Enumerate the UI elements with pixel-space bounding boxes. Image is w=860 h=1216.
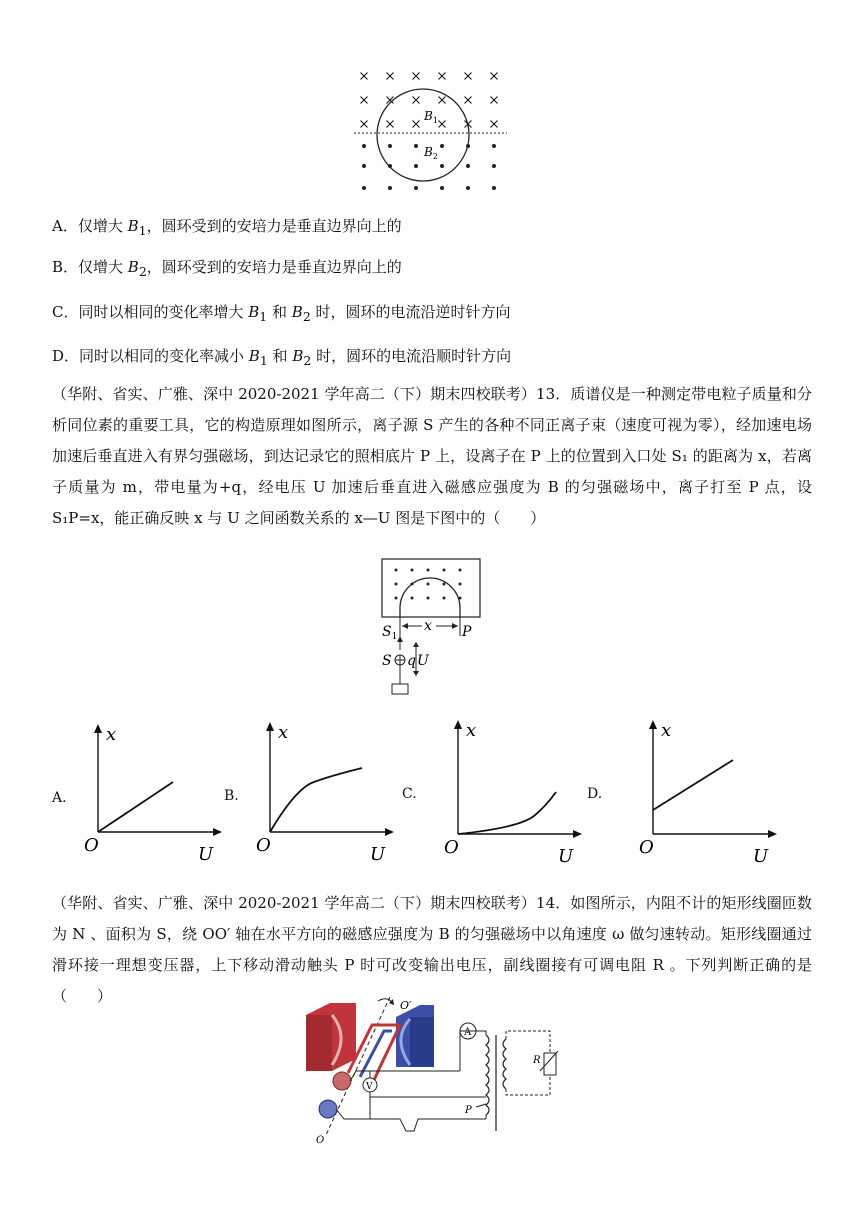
field-dots [395,569,462,600]
x-u-graph [408,716,598,871]
dot-mark [440,144,444,148]
dot-mark [414,186,418,190]
x-u-curve [98,782,173,832]
x-u-graph [230,718,420,873]
dot-mark [362,164,366,168]
conducting-ring [377,89,469,181]
q-label: q [407,653,416,669]
axis-label-u: U [753,846,769,867]
x-label: x [424,618,432,634]
dot-mark [443,597,446,600]
dot-mark [388,186,392,190]
origin-label: O [444,837,459,858]
o-prime-label: O′ [400,999,412,1012]
dot-mark [492,144,496,148]
slip-ring-bottom [319,1100,337,1118]
graph-option-letter: C. [402,786,417,802]
option-d: D．同时以相同的变化率减小 $B_1$ 和 $B_2$ 时，圆环的电流沿顺时针方向 [52,347,512,368]
x-u-graph [58,720,248,875]
dot-mark [395,583,398,586]
sliding-contact [476,1104,486,1107]
dot-mark [362,186,366,190]
dot-mark [388,144,392,148]
dot-mark [443,583,446,586]
x-u-curve [270,768,362,832]
dot-mark [414,164,418,168]
x-axis-arrow [573,830,582,838]
y-axis-arrow [454,720,462,729]
y-axis-arrow [266,722,274,731]
dot-mark [427,569,430,572]
origin-label: O [84,835,99,856]
p-label: P [462,624,472,640]
r-label: R [533,1055,541,1066]
svg-text:A: A [464,1027,472,1038]
field-ring-figure [350,62,515,202]
dot-mark [492,164,496,168]
axis-label-u: U [558,846,574,867]
x-axis-arrow [385,828,394,836]
origin-label: O [256,835,271,856]
dot-mark [443,569,446,572]
axis-label-u: U [198,844,214,865]
magnetic-field-box [382,559,480,617]
axis-label-u: U [370,844,386,865]
y-axis-arrow [94,724,102,733]
dot-mark [492,186,496,190]
y-axis-arrow [649,720,657,729]
dot-mark [427,583,430,586]
o-label: O [316,1135,325,1145]
secondary-coil [503,1039,506,1089]
question-14-text: （华附、省实、广雅、深中 2020-2021 学年高二（下）期末四校联考）14．如图所示，内阻不计的矩形线圈匝数为 N 、面积为 S，绕 OO′ 轴在水平方向的磁感应强度为 B 的匀强磁场中以角速度 ω 做匀速转动。矩形线圈通过滑环接一理想变压器，上下移动滑动触头 P 时可改变输出电压，副线圈接有可调电阻 R 。下列判断正确的是（ ） [52,894,812,1005]
dot-mark [362,144,366,148]
dot-mark [466,164,470,168]
dot-mark [395,569,398,572]
axis-label-x: x [466,720,477,741]
graph-option-letter: B. [224,788,239,804]
slip-ring-top [333,1072,351,1090]
b2-label: $B_2$ [424,145,438,161]
south-magnet [396,1005,434,1067]
graph-option-letter: D. [587,786,603,802]
mass-spectrometer-figure [378,556,490,696]
x-axis-arrow [768,830,777,838]
u-label: U [417,653,429,669]
x-u-graph [593,716,783,871]
dot-mark [466,186,470,190]
option-c: C．同时以相同的变化率增大 $B_1$ 和 $B_2$ 时，圆环的电流沿逆时针方向 [52,303,511,324]
north-magnet [306,1003,356,1071]
dot-mark [395,597,398,600]
p-label: P [465,1105,472,1116]
dot-mark [440,164,444,168]
s-label: S [382,653,392,669]
x-u-curve [653,760,733,810]
dot-mark [459,569,462,572]
dot-mark [427,597,430,600]
x-axis-arrow [213,828,222,836]
question-13-text: （华附、省实、广雅、深中 2020-2021 学年高二（下）期末四校联考）13．质谱仪是一种测定带电粒子质量和分析同位素的重要工具，它的构造原理如图所示，离子源 S 产生的各种不同正离子束（速度可视为零），经加速电场加速后垂直进入有界匀强磁场，到达记录它的照相底片 P 上，设离子在 P 上的位置到入口处 S₁ 的距离为 x，若离子质量为 m，带电量为+q，经电压 U 加速后垂直进入磁感应强度为 B 的匀强磁场中，离子打至 P 点，设 S₁P=x，能正确反映 x 与 U 之间函数关系的 x—U 图是下图中的（ ） [52,385,812,527]
b1-label: $B_1$ [424,109,438,125]
x-u-curve [458,792,556,834]
graph-option-letter: A. [52,790,67,806]
dot-mark [411,597,414,600]
svg-text:V: V [366,1082,373,1092]
power-supply [392,684,408,694]
axis-label-x: x [661,720,672,741]
dot-mark [414,144,418,148]
option-a: A．仅增大 $B_1$，圆环受到的安培力是垂直边界向上的 [52,217,402,238]
axis-label-x: x [106,724,117,745]
origin-label: O [639,837,654,858]
ion-trajectory [400,578,460,617]
dot-mark [459,583,462,586]
s1-label: $S_1$ [382,624,398,642]
dot-mark [411,569,414,572]
primary-coil [486,1035,489,1115]
generator-transformer-figure [300,995,560,1145]
option-b: B．仅增大 $B_2$，圆环受到的安培力是垂直边界向上的 [52,258,402,279]
axis-label-x: x [278,722,289,743]
dot-mark [440,186,444,190]
